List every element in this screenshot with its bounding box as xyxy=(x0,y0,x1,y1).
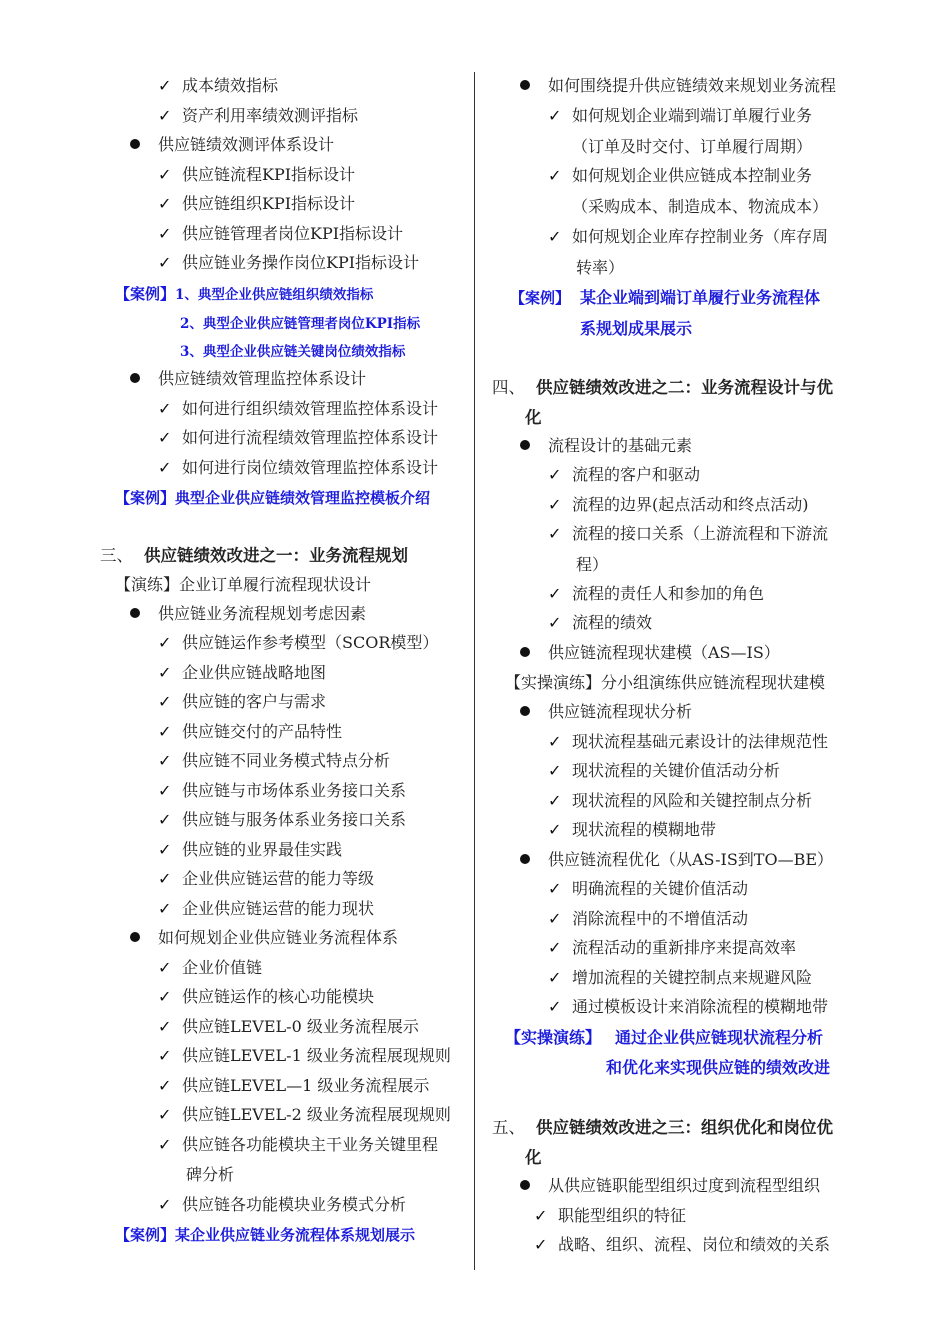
case-block-2 xyxy=(115,486,430,510)
checkmark-icon: ✓ xyxy=(158,781,172,800)
checkmark-icon: ✓ xyxy=(548,613,562,632)
list-item xyxy=(158,867,374,891)
section-title: 供应链绩效改进之三：组织优化和岗位优 xyxy=(536,1118,833,1137)
case-line xyxy=(180,339,405,364)
item-text: 通过模板设计来消除流程的模糊地带 xyxy=(572,997,829,1016)
section-number: 五、 xyxy=(492,1118,525,1137)
list-item xyxy=(534,1204,686,1228)
section-title: 化 xyxy=(525,1148,542,1167)
checkmark-icon: ✓ xyxy=(158,692,172,711)
case-block-1 xyxy=(115,282,373,307)
list-item xyxy=(548,877,748,901)
item-text: 流程的责任人和参加的角色 xyxy=(572,584,765,603)
checkmark-icon: ✓ xyxy=(158,458,172,477)
item-text: 如何规划企业库存控制业务（库存周 xyxy=(572,227,829,246)
case-text: 3、典型企业供应链关键岗位绩效指标 xyxy=(180,344,406,360)
item-text: 供应链流程现状建模（AS—IS） xyxy=(548,643,780,662)
list-item xyxy=(548,730,828,754)
checkmark-icon: ✓ xyxy=(534,1206,548,1225)
checkmark-icon: ✓ xyxy=(158,958,172,977)
item-text: 消除流程中的不增值活动 xyxy=(572,909,749,928)
item-text: 供应链各功能模块主干业务关键里程 xyxy=(182,1135,439,1154)
list-item xyxy=(548,818,716,842)
item-text: 企业价值链 xyxy=(182,958,263,977)
item-text: 供应链不同业务模式特点分析 xyxy=(182,751,391,770)
checkmark-icon: ✓ xyxy=(158,1076,172,1095)
checkmark-icon: ✓ xyxy=(158,76,172,95)
list-item xyxy=(158,690,326,714)
item-text: 程） xyxy=(576,555,609,574)
checkmark-icon: ✓ xyxy=(548,879,562,898)
item-text: 现状流程的风险和关键控制点分析 xyxy=(572,791,813,810)
case-text: 1、典型企业供应链组织绩效指标 xyxy=(175,287,374,303)
bullet-item xyxy=(130,602,366,626)
list-item-continued xyxy=(572,135,812,159)
checkmark-icon: ✓ xyxy=(548,106,562,125)
checkmark-icon: ✓ xyxy=(158,810,172,829)
checkmark-icon: ✓ xyxy=(158,253,172,272)
list-item xyxy=(158,251,419,275)
checkmark-icon: ✓ xyxy=(158,663,172,682)
bullet-dot-icon xyxy=(130,139,140,149)
section-heading-5 xyxy=(492,1116,833,1140)
list-item xyxy=(158,192,355,216)
item-text: 流程的接口关系（上游流程和下游流 xyxy=(572,524,829,543)
item-text: 流程活动的重新排序来提高效率 xyxy=(572,938,797,957)
list-item xyxy=(548,995,828,1019)
checkmark-icon: ✓ xyxy=(548,909,562,928)
item-text: 如何进行岗位绩效管理监控体系设计 xyxy=(182,458,439,477)
list-item xyxy=(548,789,812,813)
drill-text: 【实操演练】分小组演练供应链流程现状建模 xyxy=(505,673,826,692)
list-item-continued xyxy=(186,1163,234,1187)
item-text: 供应链的业界最佳实践 xyxy=(182,840,343,859)
checkmark-icon: ✓ xyxy=(158,106,172,125)
item-text: 供应链运作参考模型（SCOR模型） xyxy=(182,633,439,652)
checkmark-icon: ✓ xyxy=(158,633,172,652)
bullet-dot-icon xyxy=(520,80,530,90)
item-text: 流程的边界(起点活动和终点活动) xyxy=(572,495,809,514)
list-item xyxy=(158,1103,451,1127)
checkmark-icon: ✓ xyxy=(548,997,562,1016)
item-text: 从供应链职能型组织过度到流程型组织 xyxy=(548,1176,821,1195)
checkmark-icon: ✓ xyxy=(158,840,172,859)
checkmark-icon: ✓ xyxy=(548,820,562,839)
item-text: 供应链组织KPI指标设计 xyxy=(182,194,356,213)
list-item xyxy=(548,907,748,931)
list-item xyxy=(158,661,326,685)
list-item xyxy=(548,522,828,546)
bullet-item xyxy=(520,434,692,458)
case-text: 某企业端到端订单履行业务流程体 xyxy=(580,288,821,307)
item-text: 现状流程的关键价值活动分析 xyxy=(572,761,781,780)
item-text: 企业供应链运营的能力现状 xyxy=(182,899,375,918)
bullet-dot-icon xyxy=(520,647,530,657)
checkmark-icon: ✓ xyxy=(158,987,172,1006)
list-item xyxy=(158,222,403,246)
item-text: 转率） xyxy=(576,258,625,277)
section-heading-3 xyxy=(100,544,408,568)
drill-text: 通过企业供应链现状流程分析 xyxy=(615,1028,824,1047)
item-text: 供应链交付的产品特性 xyxy=(182,722,343,741)
list-item xyxy=(158,163,355,187)
checkmark-icon: ✓ xyxy=(158,751,172,770)
bullet-item xyxy=(520,700,692,724)
list-item xyxy=(158,749,390,773)
checkmark-icon: ✓ xyxy=(548,166,562,185)
bullet-dot-icon xyxy=(520,1180,530,1190)
item-text: 流程的绩效 xyxy=(572,613,653,632)
column-divider xyxy=(474,72,475,1270)
drill-block-3 xyxy=(505,1026,823,1050)
bullet-item xyxy=(130,367,366,391)
list-item xyxy=(158,1074,429,1098)
item-text: 增加流程的关键控制点来规避风险 xyxy=(572,968,813,987)
list-item xyxy=(158,1044,451,1068)
list-item xyxy=(548,582,764,606)
bullet-item xyxy=(520,641,780,665)
item-text: 如何规划企业供应链业务流程体系 xyxy=(158,928,399,947)
list-item xyxy=(158,1133,438,1157)
item-text: 供应链LEVEL-1 级业务流程展现规则 xyxy=(182,1046,451,1065)
item-text: 流程设计的基础元素 xyxy=(548,436,693,455)
case-text: 2、典型企业供应链管理者岗位KPI指标 xyxy=(180,316,421,332)
list-item xyxy=(158,397,438,421)
item-text: 供应链绩效测评体系设计 xyxy=(158,135,335,154)
item-text: 供应链LEVEL-2 级业务流程展现规则 xyxy=(182,1105,451,1124)
item-text: 供应链各功能模块业务模式分析 xyxy=(182,1195,407,1214)
list-item xyxy=(548,936,796,960)
checkmark-icon: ✓ xyxy=(158,869,172,888)
section-title: 化 xyxy=(525,408,542,427)
list-item xyxy=(158,720,342,744)
drill-text: 和优化来实现供应链的绩效改进 xyxy=(606,1058,831,1077)
item-text: （采购成本、制造成本、物流成本） xyxy=(572,197,829,216)
checkmark-icon: ✓ xyxy=(548,584,562,603)
case-text: 【案例】典型企业供应链绩效管理监控模板介绍 xyxy=(115,489,431,507)
checkmark-icon: ✓ xyxy=(548,495,562,514)
item-text: 碑分析 xyxy=(186,1165,235,1184)
item-text: 供应链LEVEL-0 级业务流程展示 xyxy=(182,1017,419,1036)
section-number: 四、 xyxy=(492,378,525,397)
list-item xyxy=(534,1233,830,1257)
item-text: 如何进行流程绩效管理监控体系设计 xyxy=(182,428,439,447)
item-text: 供应链的客户与需求 xyxy=(182,692,327,711)
list-item xyxy=(548,611,652,635)
item-text: 明确流程的关键价值活动 xyxy=(572,879,749,898)
list-item xyxy=(158,897,374,921)
list-item xyxy=(548,164,812,188)
section-heading-continued xyxy=(525,406,542,430)
item-text: 如何规划企业供应链成本控制业务 xyxy=(572,166,813,185)
list-item xyxy=(158,808,406,832)
checkmark-icon: ✓ xyxy=(158,399,172,418)
item-text: 供应链业务流程规划考虑因素 xyxy=(158,604,367,623)
checkmark-icon: ✓ xyxy=(548,465,562,484)
item-text: 资产利用率绩效测评指标 xyxy=(182,106,359,125)
item-text: 现状流程的模糊地带 xyxy=(572,820,717,839)
checkmark-icon: ✓ xyxy=(158,1195,172,1214)
checkmark-icon: ✓ xyxy=(548,227,562,246)
list-item xyxy=(158,779,406,803)
item-text: 如何围绕提升供应链绩效来规划业务流程 xyxy=(548,76,837,95)
list-item xyxy=(548,463,700,487)
bullet-item xyxy=(520,74,836,98)
list-item xyxy=(158,985,374,1009)
case-block-4 xyxy=(510,286,820,310)
item-text: 企业供应链运营的能力等级 xyxy=(182,869,375,888)
checkmark-icon: ✓ xyxy=(548,938,562,957)
checkmark-icon: ✓ xyxy=(158,1105,172,1124)
item-text: 战略、组织、流程、岗位和绩效的关系 xyxy=(558,1235,831,1254)
list-item xyxy=(158,1015,419,1039)
checkmark-icon: ✓ xyxy=(158,722,172,741)
item-text: 供应链绩效管理监控体系设计 xyxy=(158,369,367,388)
list-item xyxy=(158,426,438,450)
list-item xyxy=(158,631,438,655)
case-text: 系规划成果展示 xyxy=(580,319,693,338)
case-line xyxy=(580,317,692,341)
checkmark-icon: ✓ xyxy=(158,1046,172,1065)
list-item xyxy=(158,838,342,862)
list-item xyxy=(548,225,828,249)
bullet-item xyxy=(130,926,398,950)
section-title: 供应链绩效改进之二：业务流程设计与优 xyxy=(536,378,833,397)
case-label: 【案例】 xyxy=(115,285,176,303)
drill-line xyxy=(505,671,825,695)
item-text: 供应链运作的核心功能模块 xyxy=(182,987,375,1006)
checkmark-icon: ✓ xyxy=(534,1235,548,1254)
list-item-continued xyxy=(572,195,828,219)
checkmark-icon: ✓ xyxy=(548,791,562,810)
checkmark-icon: ✓ xyxy=(548,968,562,987)
drill-line xyxy=(606,1056,830,1080)
case-block-3 xyxy=(115,1223,415,1247)
checkmark-icon: ✓ xyxy=(158,224,172,243)
item-text: 供应链与市场体系业务接口关系 xyxy=(182,781,407,800)
list-item xyxy=(158,104,358,128)
bullet-item xyxy=(520,1174,820,1198)
checkmark-icon: ✓ xyxy=(548,524,562,543)
list-item-continued xyxy=(576,256,624,280)
checkmark-icon: ✓ xyxy=(158,428,172,447)
bullet-item xyxy=(130,133,334,157)
checkmark-icon: ✓ xyxy=(548,761,562,780)
drill-text: 【演练】企业订单履行流程现状设计 xyxy=(115,575,372,594)
drill-label: 【实操演练】 xyxy=(505,1028,602,1047)
item-text: 企业供应链战略地图 xyxy=(182,663,327,682)
bullet-dot-icon xyxy=(520,854,530,864)
bullet-item xyxy=(520,848,833,872)
list-item xyxy=(548,493,809,517)
case-text: 【案例】某企业供应链业务流程体系规划展示 xyxy=(115,1226,416,1244)
list-item xyxy=(158,74,278,98)
list-item-continued xyxy=(576,553,608,577)
checkmark-icon: ✓ xyxy=(158,194,172,213)
case-line xyxy=(180,311,420,336)
drill-line xyxy=(115,573,371,597)
section-heading-continued xyxy=(525,1146,542,1170)
item-text: 供应链LEVEL—1 级业务流程展示 xyxy=(182,1076,430,1095)
bullet-dot-icon xyxy=(520,706,530,716)
checkmark-icon: ✓ xyxy=(548,732,562,751)
list-item xyxy=(158,456,438,480)
list-item xyxy=(548,966,812,990)
item-text: （订单及时交付、订单履行周期） xyxy=(572,137,813,156)
case-label: 【案例】 xyxy=(510,289,571,307)
item-text: 供应链流程现状分析 xyxy=(548,702,693,721)
checkmark-icon: ✓ xyxy=(158,1017,172,1036)
item-text: 供应链业务操作岗位KPI指标设计 xyxy=(182,253,420,272)
item-text: 供应链流程KPI指标设计 xyxy=(182,165,356,184)
checkmark-icon: ✓ xyxy=(158,165,172,184)
section-heading-4 xyxy=(492,376,833,400)
item-text: 供应链流程优化（从AS-IS到TO—BE） xyxy=(548,850,834,869)
list-item xyxy=(548,104,812,128)
checkmark-icon: ✓ xyxy=(158,1135,172,1154)
list-item xyxy=(158,1193,406,1217)
section-title: 供应链绩效改进之一：业务流程规划 xyxy=(144,546,408,565)
list-item xyxy=(158,956,262,980)
item-text: 供应链管理者岗位KPI指标设计 xyxy=(182,224,404,243)
bullet-dot-icon xyxy=(130,608,140,618)
item-text: 供应链与服务体系业务接口关系 xyxy=(182,810,407,829)
item-text: 如何进行组织绩效管理监控体系设计 xyxy=(182,399,439,418)
item-text: 流程的客户和驱动 xyxy=(572,465,701,484)
item-text: 如何规划企业端到端订单履行业务 xyxy=(572,106,813,125)
item-text: 现状流程基础元素设计的法律规范性 xyxy=(572,732,829,751)
item-text: 成本绩效指标 xyxy=(182,76,279,95)
list-item xyxy=(548,759,780,783)
bullet-dot-icon xyxy=(130,932,140,942)
bullet-dot-icon xyxy=(520,440,530,450)
bullet-dot-icon xyxy=(130,373,140,383)
item-text: 职能型组织的特征 xyxy=(558,1206,687,1225)
checkmark-icon: ✓ xyxy=(158,899,172,918)
section-number: 三、 xyxy=(100,546,133,565)
